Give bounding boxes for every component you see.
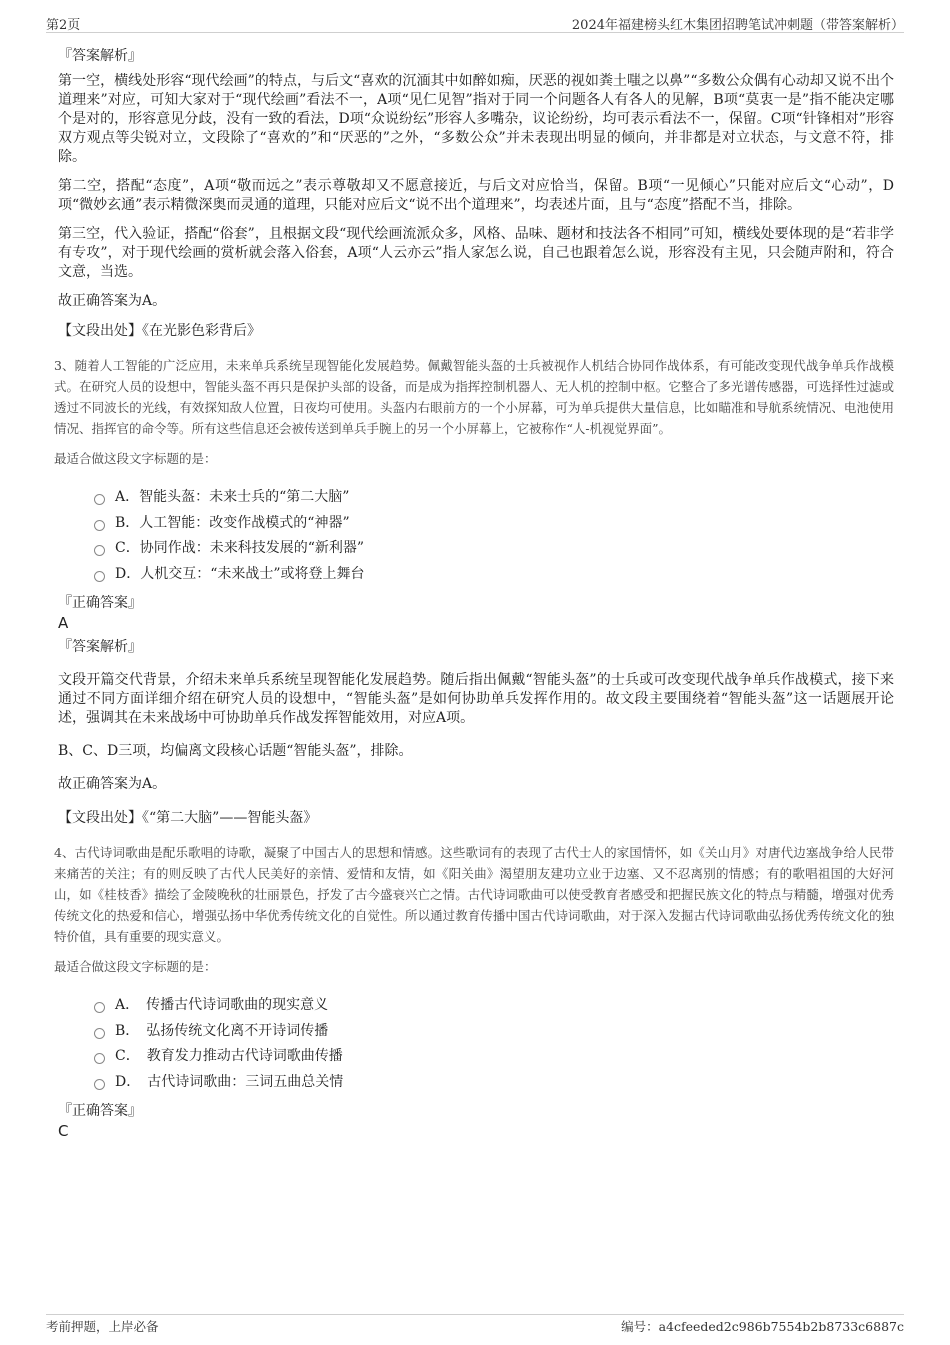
q3-analysis-paragraph: 文段开篇交代背景，介绍未来单兵系统呈现智能化发展趋势。随后指出佩戴“智能头盔”的士兵或可改变现代战争单兵作战模式，接下来通过不同方面详细介绍在研究人员的设想中，“智能头盔”是如何协助单兵发挥作用的。故文段主要围绕着“智能头盔”这一话题展开论述，强调其在未来战场中可协助单兵作战发挥智能效用，对应A项。 (58, 672, 894, 726)
q2-source: 【文段出处】《在光影色彩背后》 (58, 323, 261, 339)
q4-options (94, 993, 894, 1095)
q4-prompt: 最适合做这段文字标题的是： (54, 959, 217, 974)
radio-icon[interactable] (94, 1002, 105, 1013)
footer-slogan: 考前押题，上岸必备 (46, 1319, 159, 1334)
q3-option-b[interactable]: B．人工智能：改变作战模式的“神器” (94, 511, 894, 537)
page-footer (46, 1314, 904, 1334)
page-header (46, 12, 904, 33)
q2-analysis-paragraph: 第一空，横线处形容“现代绘画”的特点，与后文“喜欢的沉湎其中如醉如痴，厌恶的视如粪土嗤之以鼻”“多数公众偶有心动却又说不出个道理来”对应，可知大家对于“现代绘画”看法不一，A项“见仁见智”指对于同一个问题各人有各人的见解，B项“莫衷一是”指不能决定哪个是对的，形容意见分歧，没有一致的看法，D项“众说纷纭”形容人多嘴杂，议论纷纷，均可表示看法不一，保留。C项“针锋相对”形容双方观点等尖锐对立，文段除了“喜欢的”和“厌恶的”之外，“多数公众”并未表现出明显的倾向，并非都是对立状态，与文意不符，排除。 (58, 73, 894, 165)
q3-analysis-label: 『答案解析』 (58, 639, 142, 655)
q4-option-a[interactable]: A． 传播古代诗词歌曲的现实意义 (94, 993, 894, 1019)
q2-analysis-paragraph: 第二空，搭配“态度”，A项“敬而远之”表示尊敬却又不愿意接近，与后文对应恰当，保留。B项“一见倾心”只能对应后文“心动”，D项“微妙玄通”表示精微深奥而灵通的道理，只能对应后文“说不出个道理来”，均表述片面，且与“态度”搭配不当，排除。 (58, 178, 894, 213)
radio-icon[interactable] (94, 520, 105, 531)
q2-analysis-label: 『答案解析』 (58, 48, 142, 64)
radio-icon[interactable] (94, 1053, 105, 1064)
q4-option-c[interactable]: C． 教育发力推动古代诗词歌曲传播 (94, 1044, 894, 1070)
q3-option-c[interactable]: C．协同作战：未来科技发展的“新利器” (94, 536, 894, 562)
q3-question-text: 3、随着人工智能的广泛应用，未来单兵系统呈现智能化发展趋势。佩戴智能头盔的士兵被视作人机结合协同作战体系，有可能改变现代战争单兵作战模式。在研究人员的设想中，智能头盔不再只是保护头部的设备，而是成为指挥控制机器人、无人机的控制中枢。它整合了多光谱传感器，可选择性过滤或透过不同波长的光线，有效探知敌人位置，日夜均可使用。头盔内右眼前方的一个小屏幕，可为单兵提供大量信息，比如瞄准和导航系统情况、电池使用情况、指挥官的命令等。所有这些信息还会被传送到单兵手腕上的另一个小屏幕上，它被称作“人-机视觉界面”。 (54, 358, 894, 436)
q3-options (94, 485, 894, 587)
q2-conclusion: 故正确答案为A。 (58, 293, 167, 309)
q2-analysis-paragraph: 第三空，代入验证，搭配“俗套”，且根据文段“现代绘画流派众多，风格、品味、题材和技法各不相同”可知，横线处要体现的是“若非学有专攻”，对于现代绘画的赏析就会落入俗套，A项“人云亦云”指人家怎么说，自己也跟着怎么说，形容没有主见，只会随声附和，符合文意，当选。 (58, 226, 894, 280)
q3-analysis-paragraph: B、C、D三项，均偏离文段核心话题“智能头盔”，排除。 (58, 743, 413, 759)
q4-option-b[interactable]: B． 弘扬传统文化离不开诗词传播 (94, 1019, 894, 1045)
q3-option-d[interactable]: D．人机交互：“未来战士”或将登上舞台 (94, 562, 894, 588)
q3-answer-label: 『正确答案』 (58, 595, 142, 611)
radio-icon[interactable] (94, 571, 105, 582)
q4-answer: C (58, 1122, 69, 1140)
document-code: 编号：a4cfeeded2c986b7554b2b8733c6887c (621, 1319, 904, 1334)
q3-conclusion: 故正确答案为A。 (58, 776, 167, 792)
page-number: 第2页 (46, 18, 81, 33)
radio-icon[interactable] (94, 494, 105, 505)
radio-icon[interactable] (94, 1028, 105, 1039)
document-title: 2024年福建榜头红木集团招聘笔试冲刺题（带答案解析） (571, 18, 904, 33)
q3-source: 【文段出处】《“第二大脑”——智能头盔》 (58, 810, 318, 826)
q3-prompt: 最适合做这段文字标题的是： (54, 451, 217, 466)
page-content (54, 40, 894, 1145)
q3-answer: A (58, 614, 69, 632)
q4-option-d[interactable]: D． 古代诗词歌曲：三词五曲总关情 (94, 1070, 894, 1096)
radio-icon[interactable] (94, 545, 105, 556)
radio-icon[interactable] (94, 1079, 105, 1090)
q4-answer-label: 『正确答案』 (58, 1103, 142, 1119)
q4-question-text: 4、古代诗词歌曲是配乐歌唱的诗歌，凝聚了中国古人的思想和情感。这些歌词有的表现了古代士人的家国情怀，如《关山月》对唐代边塞战争给人民带来痛苦的关注；有的则反映了古代人民美好的亲情、爱情和友情，如《阳关曲》渴望朋友建功立业于边塞、又不忍离别的情感；有的歌唱祖国的大好河山，如《桂枝香》描绘了金陵晚秋的壮丽景色，抒发了古今盛衰兴亡之情。古代诗词歌曲可以使受教育者感受和把握民族文化的特点与精髓，增强对优秀传统文化的热爱和信心，增强弘扬中华优秀传统文化的自觉性。所以通过教育传播中国古代诗词歌曲，对于深入发掘古代诗词歌曲弘扬优秀传统文化的独特价值，具有重要的现实意义。 (54, 845, 894, 944)
q3-option-a[interactable]: A．智能头盔：未来士兵的“第二大脑” (94, 485, 894, 511)
